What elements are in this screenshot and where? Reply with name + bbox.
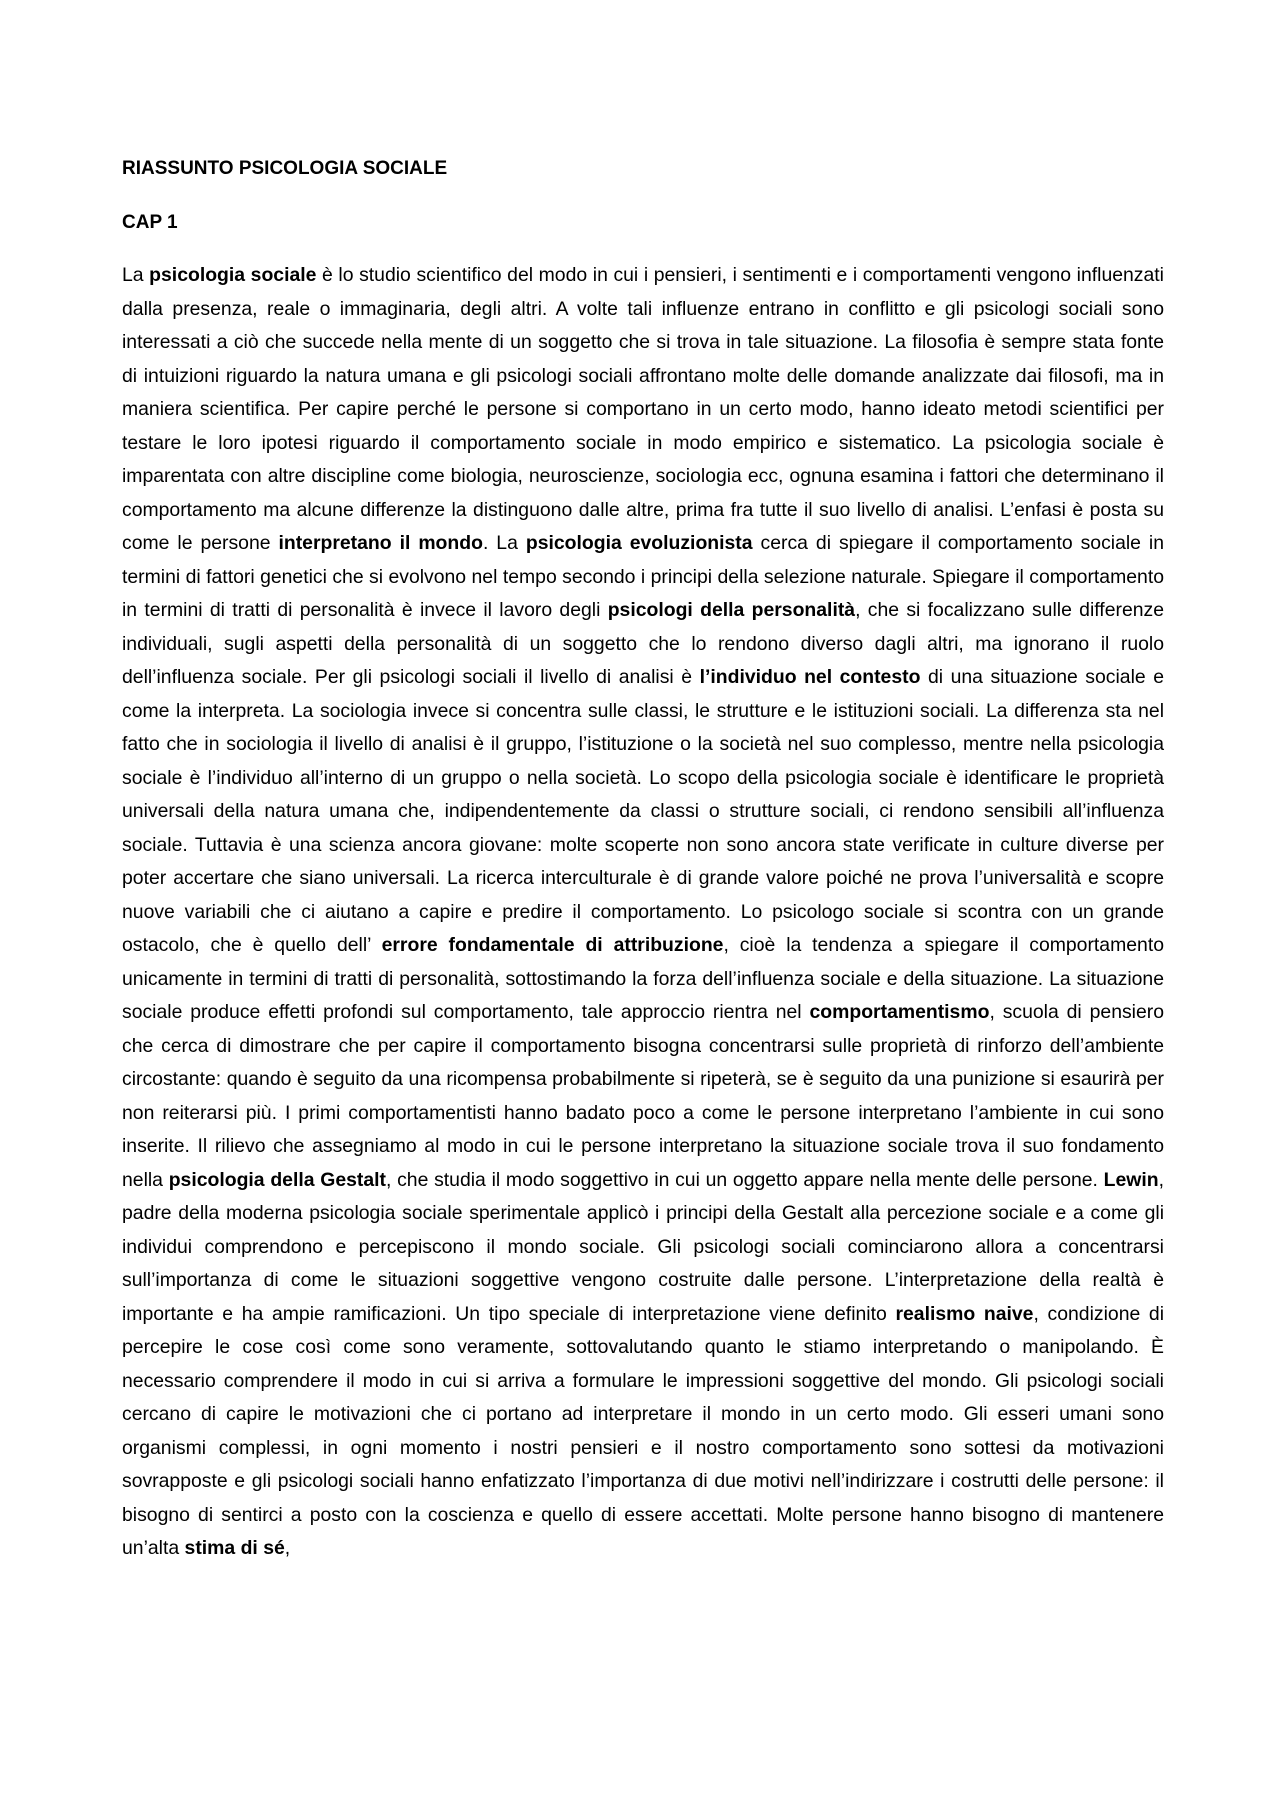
text-run: La [122,264,150,286]
bold-term: stima di sé [184,1537,285,1559]
text-run: , condizione di percepire le cose così come sono veramente, sottovalutando quanto le stiamo interpretando o manipolando. È necessario comprendere il modo in cui si arriva a formulare le impressioni soggettive del mondo. Gli psicologi sociali cercano di capire le motivazioni che ci portano ad interpretare il mondo in un certo modo. Gli esseri umani sono organismi complessi, in ogni momento i nostri pensieri e il nostro comportamento sono sottesi da motivazioni sovrapposte e gli psicologi sociali hanno enfatizzato l’importanza di due motivi nell’indirizzare i costrutti delle persone: il bisogno di sentirci a posto con la coscienza e quello di essere accettati. Molte persone hanno bisogno di mantenere un’alta [122,1302,1165,1559]
chapter-heading: CAP 1 [122,212,178,233]
text-run: è lo studio scientifico del modo in cui i pensieri, i sentimenti e i comportamenti vengono influenzati dalla presenza, reale o immaginaria, degli altri. A volte tali influenze entrano in conflitto e gli psicologi sociali sono interessati a ciò che succede nella mente di un soggetto che si trova in tale situazione. La filosofia è sempre stata fonte di intuizioni riguardo la natura umana e gli psicologi sociali affrontano molte delle domande analizzate dai filosofi, ma in maniera scientifica. Per capire perché le persone si comportano in un certo modo, hanno ideato metodi scientifici per testare le loro ipotesi riguardo il comportamento sociale in modo empirico e sistematico. La psicologia sociale è imparentata con altre discipline come biologia, neuroscienze, sociologia ecc, ognuna esamina i fattori che determinano il comportamento ma alcune differenze la distinguono dalle altre, prima fra tutte il suo livello di analisi. L’enfasi è posta su come le persone [122,264,1164,554]
text-run: , [284,1537,291,1559]
bold-term: Lewin [1103,1168,1159,1191]
bold-term: comportamentismo [809,1001,990,1023]
text-run: , scuola di pensiero che cerca di dimostrare che per capire il comportamento bisogna concentrarsi sulle proprietà di rinforzo dell’ambiente circostante: quando è seguito da una ricompensa probabilmente si ripeterà, se è seguito da una punizione si esaurirà per non reiterarsi più. I primi comportamentisti hanno badato poco a come le persone interpretano l’ambiente in cui sono inserite. Il rilievo che assegniamo al modo in cui le persone interpretano la situazione sociale trova il suo fondamento nella [122,1001,1165,1191]
bold-term: l’individuo nel contesto [699,666,921,688]
bold-term: psicologi della personalità [607,599,856,621]
document-title: RIASSUNTO PSICOLOGIA SOCIALE [122,158,448,179]
bold-term: interpretano il mondo [278,532,483,554]
bold-term: psicologia evoluzionista [525,532,753,554]
text-run: . La [482,532,526,554]
body-paragraph [122,259,1164,1566]
text-run: di una situazione sociale e come la interpreta. La sociologia invece si concentra sulle classi, le strutture e le istituzioni sociali. La differenza sta nel fatto che in sociologia il livello di analisi è il gruppo, l’istituzione o la società nel suo complesso, mentre nella psicologia sociale è l’individuo all’interno di un gruppo o nella società. Lo scopo della psicologia sociale è identificare le proprietà universali della natura umana che, indipendentemente da classi o strutture sociali, ci rendono sensibili all’influenza sociale. Tuttavia è una scienza ancora giovane: molte scoperte non sono ancora state verificate in culture diverse per poter accertare che siano universali. La ricerca interculturale è di grande valore poiché ne prova l’universalità e scopre nuove variabili che ci aiutano a capire e predire il comportamento. Lo psicologo sociale si scontra con un grande ostacolo, che è quello dell’ [122,666,1164,956]
text-run: cerca di spiegare il comportamento sociale in termini di fattori genetici che si evolvono nel tempo secondo i principi della selezione naturale. Spiegare il comportamento in termini di tratti di personalità è invece il lavoro degli [122,532,1165,621]
text-run: , che studia il modo soggettivo in cui un oggetto appare nella mente delle persone. [385,1168,1104,1191]
bold-term: errore fondamentale di attribuzione [381,934,724,956]
bold-term: realismo naive [895,1302,1034,1325]
bold-term: psicologia sociale [149,264,317,286]
text-run: , che si focalizzano sulle differenze individuali, sugli aspetti della personalità di un soggetto che lo rendono diverso dagli altri, ma ignorano il ruolo dell’influenza sociale. Per gli psicologi sociali il livello di analisi è [122,599,1164,688]
text-run: , cioè la tendenza a spiegare il comportamento unicamente in termini di tratti di personalità, sottostimando la forza dell’influenza sociale e della situazione. La situazione sociale produce effetti profondi sul comportamento, tale approccio rientra nel [122,934,1164,1023]
text-run: , padre della moderna psicologia sociale sperimentale applicò i principi della Gestalt alla percezione sociale e a come gli individui comprendono e percepiscono il mondo sociale. Gli psicologi sociali cominciarono allora a concentrarsi sull’importanza di come le situazioni soggettive vengono costruite dalle persone. L’interpretazione della realtà è importante e ha ampie ramificazioni. Un tipo speciale di interpretazione viene definito [122,1168,1165,1325]
document-page [122,152,1164,1566]
bold-term: psicologia della Gestalt [168,1168,386,1191]
